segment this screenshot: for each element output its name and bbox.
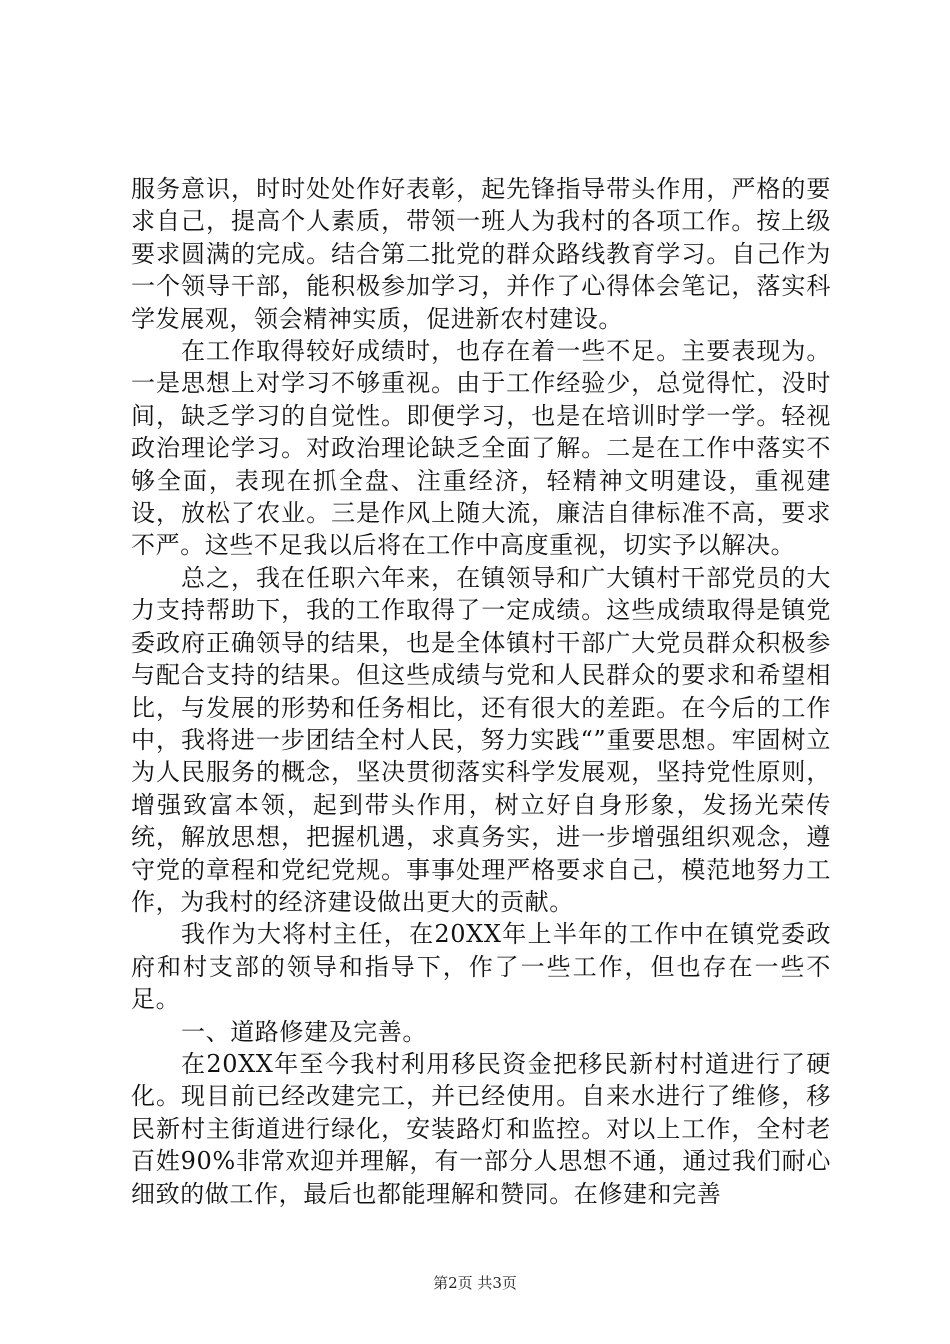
page-number-footer: 第2页 共3页 xyxy=(433,1274,517,1292)
section-heading-roads: 一、道路修建及完善。 xyxy=(181,1017,427,1046)
paragraph-3: 总之，我在任职六年来，在镇领导和广大镇村干部党员的大力支持帮助下，我的工作取得了一定成绩。这些成绩取得是镇党委政府正确领导的结果，也是全体镇村干部广大党员群众积极参与配合支持的结果。但这些成绩与党和人民群众的要求和希望相比，与发展的形势和任务相比，还有很大的差距。在今后的工作中，我将进一步团结全村人民，努力实践“”重要思想。牢固树立为人民服务的概念，坚决贯彻落实科学发展观，坚持党性原则，增强致富本领，起到带头作用，树立好自身形象，发扬光荣传统，解放思想，把握机遇，求真务实，进一步增强组织观念，遵守党的章程和党纪党规。事事处理严格要求自己，模范地努力工作，为我村的经济建设做出更大的贡献。 xyxy=(131,563,831,916)
paragraph-2: 在工作取得较好成绩时，也存在着一些不足。主要表现为。一是思想上对学习不够重视。由于工作经验少，总觉得忙，没时间，缺乏学习的自觉性。即便学习，也是在培训时学一学。轻视政治理论学习。对政治理论缺乏全面了解。二是在工作中落实不够全面，表现在抓全盘、注重经济，轻精神文明建设，重视建设，放松了农业。三是作风上随大流，廉洁自律标准不高，要求不严。这些不足我以后将在工作中高度重视，切实予以解决。 xyxy=(131,337,831,560)
document-body xyxy=(131,173,831,1210)
paragraph-1: 服务意识，时时处处作好表彰，起先锋指导带头作用，严格的要求自己，提高个人素质，带领一班人为我村的各项工作。按上级要求圆满的完成。结合第二批党的群众路线教育学习。自己作为一个领导干部，能积极参加学习，并作了心得体会笔记，落实科学发展观，领会精神实质，促进新农村建设。 xyxy=(131,175,831,333)
paragraph-4: 我作为大将村主任，在20XX年上半年的工作中在镇党委政府和村支部的领导和指导下，作了一些工作，但也存在一些不足。 xyxy=(131,920,831,1014)
paragraph-6: 在20XX年至今我村利用移民资金把移民新村村道进行了硬化。现目前已经改建完工，并已经使用。自来水进行了维修，移民新村主街道进行绿化，安装路灯和监控。对以上工作，全村老百姓90%非常欢迎并理解，有一部分人思想不通，通过我们耐心细致的做工作，最后也都能理解和赞同。在修建和完善 xyxy=(131,1049,831,1208)
